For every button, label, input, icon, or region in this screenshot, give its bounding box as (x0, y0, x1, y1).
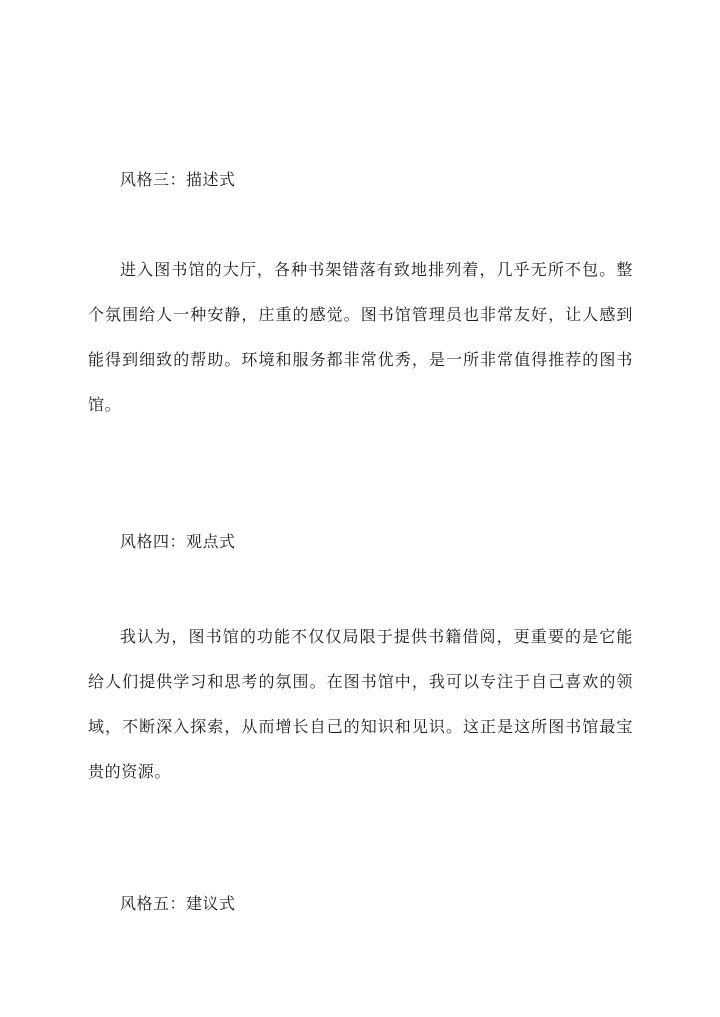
section-paragraph-style-3: 进入图书馆的大厅，各种书架错落有致地排列着，几乎无所不包。整个氛围给人一种安静，庄重的感觉。图书馆管理员也非常友好，让人感到能得到细致的帮助。环境和服务都非常优秀，是一所非常值得推荐的图书馆。 (88, 260, 633, 414)
section-paragraph-style-4: 我认为，图书馆的功能不仅仅局限于提供书籍借阅，更重要的是它能给人们提供学习和思考的氛围。在图书馆中，我可以专注于自己喜欢的领域，不断深入探索，从而增长自己的知识和见识。这正是这所图书馆最宝贵的资源。 (88, 627, 633, 781)
section-heading-style-4: 风格四：观点式 (120, 532, 236, 551)
section-heading-style-3: 风格三：描述式 (120, 170, 236, 189)
section-heading-style-5: 风格五：建议式 (120, 894, 236, 913)
